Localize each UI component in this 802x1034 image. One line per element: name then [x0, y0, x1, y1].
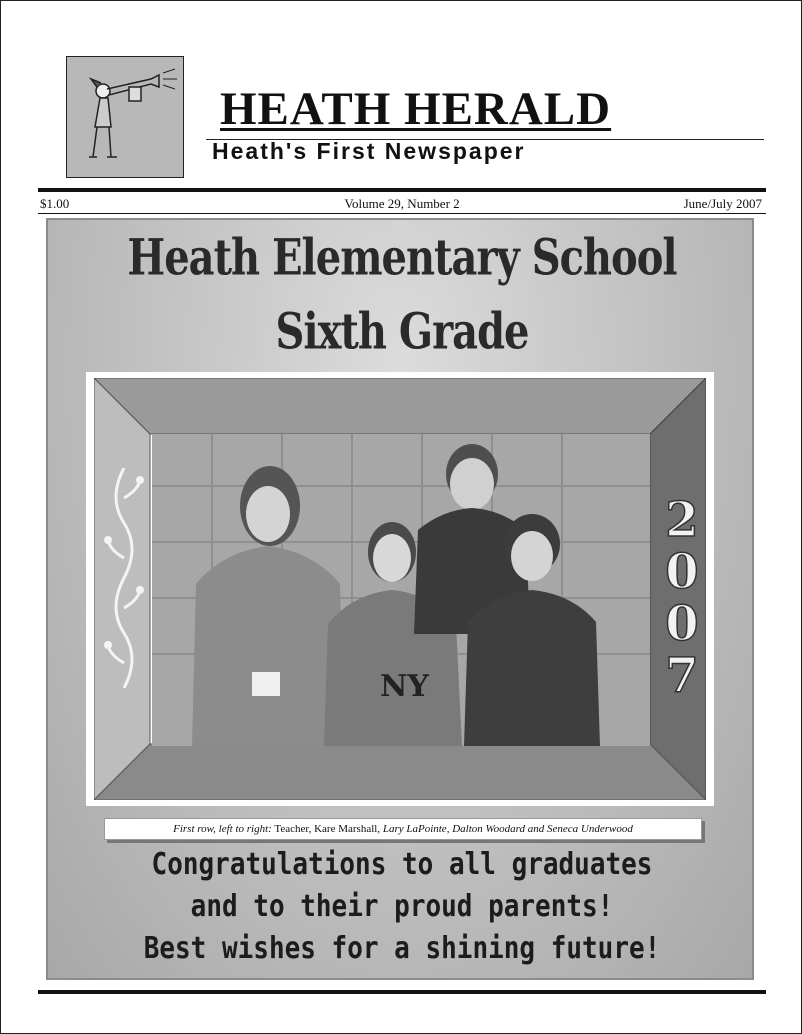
frame-bottom-bevel — [94, 744, 706, 800]
caption-teacher-label: Teacher — [274, 823, 309, 835]
svg-text:NY: NY — [380, 669, 429, 704]
frame-top-bevel — [94, 378, 706, 434]
cover-title-school: Heath Elementary School — [127, 228, 677, 287]
top-rule — [38, 188, 766, 192]
photo-caption — [104, 818, 702, 840]
class-photo — [152, 434, 650, 746]
year-digit: 0 — [665, 544, 699, 600]
issue-volume: Volume 29, Number 2 — [344, 196, 460, 211]
cover-panel — [46, 218, 754, 980]
info-rule — [38, 213, 766, 214]
class-photo-illustration — [152, 434, 650, 746]
masthead-subtitle: Heath's First Newspaper — [212, 138, 526, 164]
year-digit: 0 — [665, 596, 699, 652]
herald-trumpeter-icon — [67, 57, 183, 177]
floral-ornament-icon — [104, 468, 144, 688]
year-digit: 7 — [665, 648, 699, 704]
caption-prefix: First row, left to right: — [173, 823, 272, 835]
issue-price: $1.00 — [40, 196, 70, 211]
issue-info-row — [38, 196, 766, 212]
caption-teacher-name: Kare Marshall, — [314, 823, 381, 835]
congrats-line-3: Best wishes for a shining future! — [143, 931, 661, 967]
herald-logo — [66, 56, 184, 178]
caption-students: Lary LaPointe, Dalton Woodard and Seneca Underwood — [382, 823, 633, 835]
caption-separator: , — [308, 823, 315, 835]
masthead-title: HEATH HERALD — [220, 83, 612, 135]
cover-title-grade: Sixth Grade — [275, 302, 529, 361]
congrats-line-1: Congratulations to all graduates — [151, 847, 653, 883]
bottom-rule — [38, 990, 766, 994]
congrats-line-2: and to their proud parents! — [190, 889, 614, 925]
issue-date: June/July 2007 — [683, 196, 762, 211]
year-digit: 2 — [665, 492, 699, 548]
